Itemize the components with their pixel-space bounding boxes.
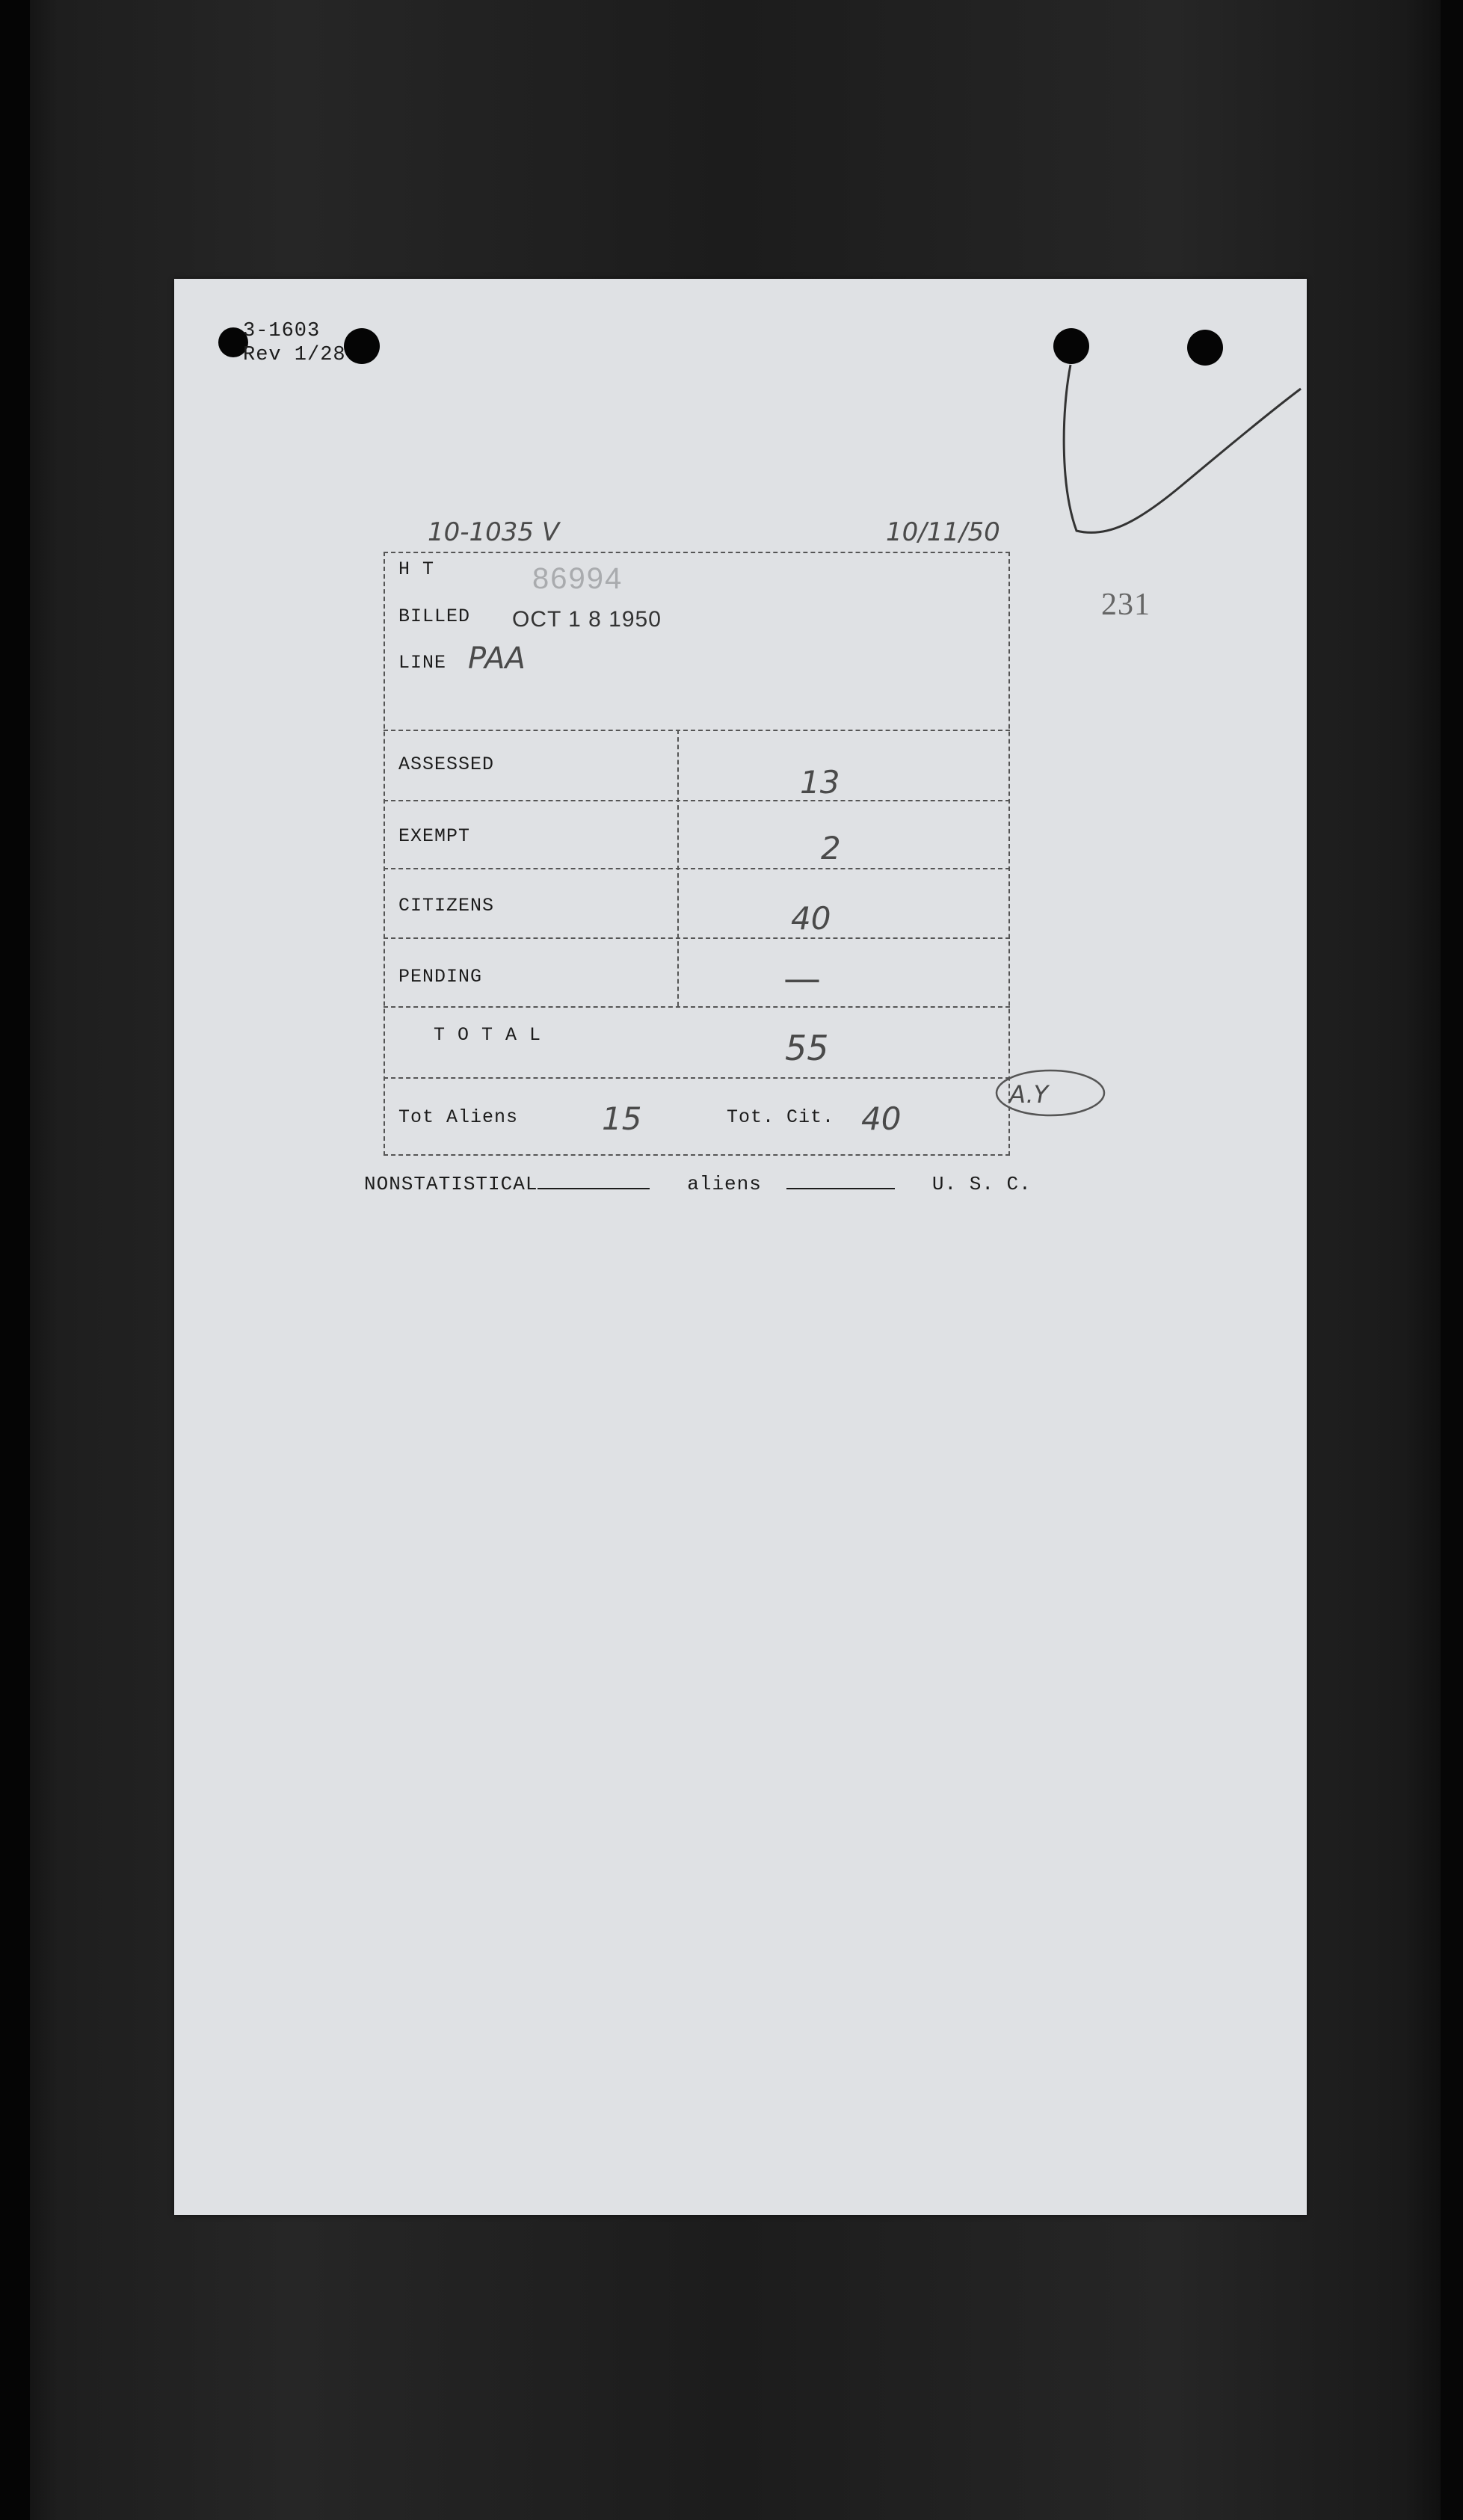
ht-label: H T xyxy=(398,558,435,580)
line-value: PAA xyxy=(468,641,526,676)
form-code-number: 3-1603 xyxy=(243,320,321,342)
assessed-label: ASSESSED xyxy=(398,754,495,775)
page-number-stamp: 231 xyxy=(1101,588,1151,622)
citizens-label: CITIZENS xyxy=(398,895,495,916)
divider xyxy=(384,1077,1010,1079)
divider xyxy=(384,1006,1010,1008)
handwritten-reference: 10-1035 V xyxy=(428,517,560,547)
citizens-value: 40 xyxy=(791,900,831,937)
divider xyxy=(384,868,1010,869)
divider xyxy=(384,937,1010,939)
scan-edge-right xyxy=(1441,0,1463,2520)
nonstatistical-label: NONSTATISTICAL xyxy=(364,1173,538,1195)
handwritten-date: 10/11/50 xyxy=(886,517,1000,547)
divider xyxy=(384,800,1010,801)
initials: A.Y xyxy=(1009,1080,1049,1109)
tot-aliens-value: 15 xyxy=(602,1100,642,1137)
line-label: LINE xyxy=(398,652,447,674)
usc-label: U. S. C. xyxy=(931,1173,1032,1195)
pending-value: — xyxy=(783,957,821,1000)
form-code xyxy=(243,319,346,367)
scan-edge-left xyxy=(0,0,30,2520)
total-value: 55 xyxy=(785,1028,829,1068)
column-divider xyxy=(677,730,679,1006)
billed-date-stamp: OCT 1 8 1950 xyxy=(512,607,662,632)
divider xyxy=(384,730,1010,731)
tot-cit-label: Tot. Cit. xyxy=(727,1106,835,1128)
total-label: T O T A L xyxy=(434,1024,542,1046)
nonstatistical-blank xyxy=(538,1171,650,1189)
punch-hole xyxy=(344,328,380,364)
faint-number-stamp: 86994 xyxy=(532,562,623,595)
billed-label: BILLED xyxy=(398,606,471,627)
exempt-value: 2 xyxy=(821,830,841,866)
exempt-label: EXEMPT xyxy=(398,825,471,847)
nonstatistical-line xyxy=(364,1171,1032,1195)
form-code-revision: Rev 1/28 xyxy=(243,344,346,366)
aliens-blank xyxy=(786,1171,895,1189)
tot-aliens-label: Tot Aliens xyxy=(398,1106,519,1128)
check-mark-drawing xyxy=(1047,351,1316,553)
tot-cit-value: 40 xyxy=(861,1100,902,1137)
pending-label: PENDING xyxy=(398,966,483,988)
assessed-value: 13 xyxy=(800,764,840,801)
aliens-label: aliens xyxy=(687,1173,762,1195)
